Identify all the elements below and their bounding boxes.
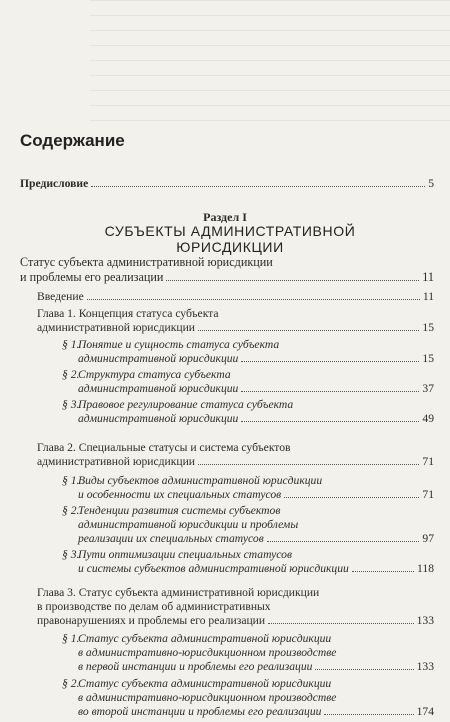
section-number: § 2.	[62, 504, 80, 517]
section-number: § 1.	[62, 632, 80, 645]
toc-entry-line: и особенности их специальных статусов	[78, 488, 282, 502]
toc-entry-chapter-1[interactable]	[37, 307, 434, 335]
toc-entry-line: в административно-юрисдикционном производстве	[78, 646, 337, 660]
toc-entry-section-2-1[interactable]	[62, 474, 434, 502]
toc-entry-section-1-2[interactable]	[62, 368, 434, 396]
toc-entry-label: Предисловие	[20, 177, 89, 190]
leader-dots	[268, 623, 414, 624]
toc-entry-section-3-2[interactable]	[62, 677, 434, 720]
leader-dots	[91, 186, 425, 187]
toc-entry-line: в административно-юрисдикционном производстве	[78, 691, 337, 705]
toc-entry-section-1-3[interactable]	[62, 398, 434, 426]
toc-entry-section-2-2[interactable]	[62, 504, 434, 547]
page-number: 15	[422, 321, 434, 335]
leader-dots	[198, 330, 419, 331]
toc-entry-chapter-3[interactable]	[37, 586, 434, 629]
toc-entry-section-2-3[interactable]	[62, 548, 434, 576]
toc-entry-introduction[interactable]	[37, 290, 434, 304]
toc-entry-line: административной юрисдикции и проблемы	[78, 518, 299, 532]
section-number: § 2.	[62, 368, 80, 381]
toc-entry-line: Понятие и сущность статуса субъекта	[78, 338, 280, 351]
page-number: 11	[422, 290, 434, 303]
page-number: 97	[422, 532, 434, 546]
toc-entry-status[interactable]	[20, 255, 434, 284]
toc-entry-line: административной юрисдикции	[37, 321, 195, 335]
page-number: 71	[422, 488, 434, 502]
page-number: 37	[422, 382, 434, 396]
toc-entry-section-1-1[interactable]	[62, 338, 434, 366]
toc-entry-line: Глава 1. Концепция статуса субъекта	[37, 307, 219, 320]
toc-entry-line: Статус субъекта административной юрисдикции	[78, 632, 332, 645]
toc-entry-chapter-2[interactable]	[37, 441, 434, 469]
toc-entry-line: административной юрисдикции	[78, 412, 239, 426]
toc-entry-line: Статус субъекта административной юрисдикции	[20, 255, 273, 269]
page-number: 49	[422, 412, 434, 426]
leader-dots	[87, 299, 420, 300]
toc-entry-line: в первой инстанции и проблемы его реализации	[78, 660, 313, 674]
leader-dots	[166, 280, 419, 281]
section-number: § 3.	[62, 548, 80, 561]
leader-dots	[315, 669, 413, 670]
toc-entry-line: административной юрисдикции	[78, 382, 239, 396]
part-title-line: СУБЪЕКТЫ АДМИНИСТРАТИВНОЙ	[104, 223, 356, 239]
page-number: 133	[416, 660, 434, 674]
toc-entry-line: Статус субъекта административной юрисдикции	[78, 677, 332, 690]
show-through	[90, 0, 450, 125]
section-number: § 3.	[62, 398, 80, 411]
toc-entry-line: Структура статуса субъекта	[78, 368, 231, 381]
leader-dots	[241, 421, 419, 422]
toc-entry-line: в производстве по делам об административных	[37, 600, 271, 614]
toc-entry-line: Пути оптимизации специальных статусов	[78, 548, 292, 561]
leader-dots	[241, 391, 419, 392]
toc-entry-line: правонарушениях и проблемы его реализации	[37, 614, 266, 628]
toc-entry-line: Виды субъектов административной юрисдикции	[78, 474, 323, 487]
page-number: 174	[416, 705, 434, 719]
toc-entry-line: Тенденции развития системы субъектов	[78, 504, 281, 517]
toc-entry-line: административной юрисдикции	[78, 352, 239, 366]
toc-entry-label: Введение	[37, 290, 84, 303]
toc-entry-line: и проблемы его реализации	[20, 269, 164, 284]
toc-entry-line: реализации их специальных статусов	[78, 532, 264, 546]
page-number: 15	[422, 352, 434, 366]
toc-entry-line: во второй инстанции и проблемы его реализации	[78, 705, 322, 719]
leader-dots	[352, 571, 414, 572]
section-number: § 1.	[62, 474, 80, 487]
toc-entry-line: Правовое регулирование статуса субъекта	[78, 398, 294, 411]
leader-dots	[267, 541, 420, 542]
page-title: Содержание	[20, 131, 125, 150]
page-number: 133	[416, 614, 434, 628]
part-title	[90, 223, 370, 255]
toc-entry-section-3-1[interactable]	[62, 632, 434, 675]
part-number: Раздел I	[203, 210, 247, 224]
leader-dots	[324, 714, 413, 715]
toc-entry-line: Глава 3. Статус субъекта административной юрисдикции	[37, 586, 320, 599]
toc-entry-line: административной юрисдикции	[37, 455, 195, 469]
page-number: 118	[417, 562, 434, 576]
toc-entry-line: и системы субъектов административной юрисдикции	[78, 562, 349, 576]
page-number: 71	[422, 455, 434, 469]
leader-dots	[284, 497, 419, 498]
section-number: § 2.	[62, 677, 80, 690]
section-number: § 1.	[62, 338, 80, 351]
toc-entry-line: Глава 2. Специальные статусы и система субъектов	[37, 441, 291, 454]
part-title-line: ЮРИСДИКЦИИ	[176, 239, 284, 255]
leader-dots	[198, 464, 419, 465]
toc-entry-preface[interactable]	[20, 177, 434, 191]
page-number: 11	[422, 269, 434, 284]
leader-dots	[241, 361, 419, 362]
page-number: 5	[428, 177, 434, 190]
